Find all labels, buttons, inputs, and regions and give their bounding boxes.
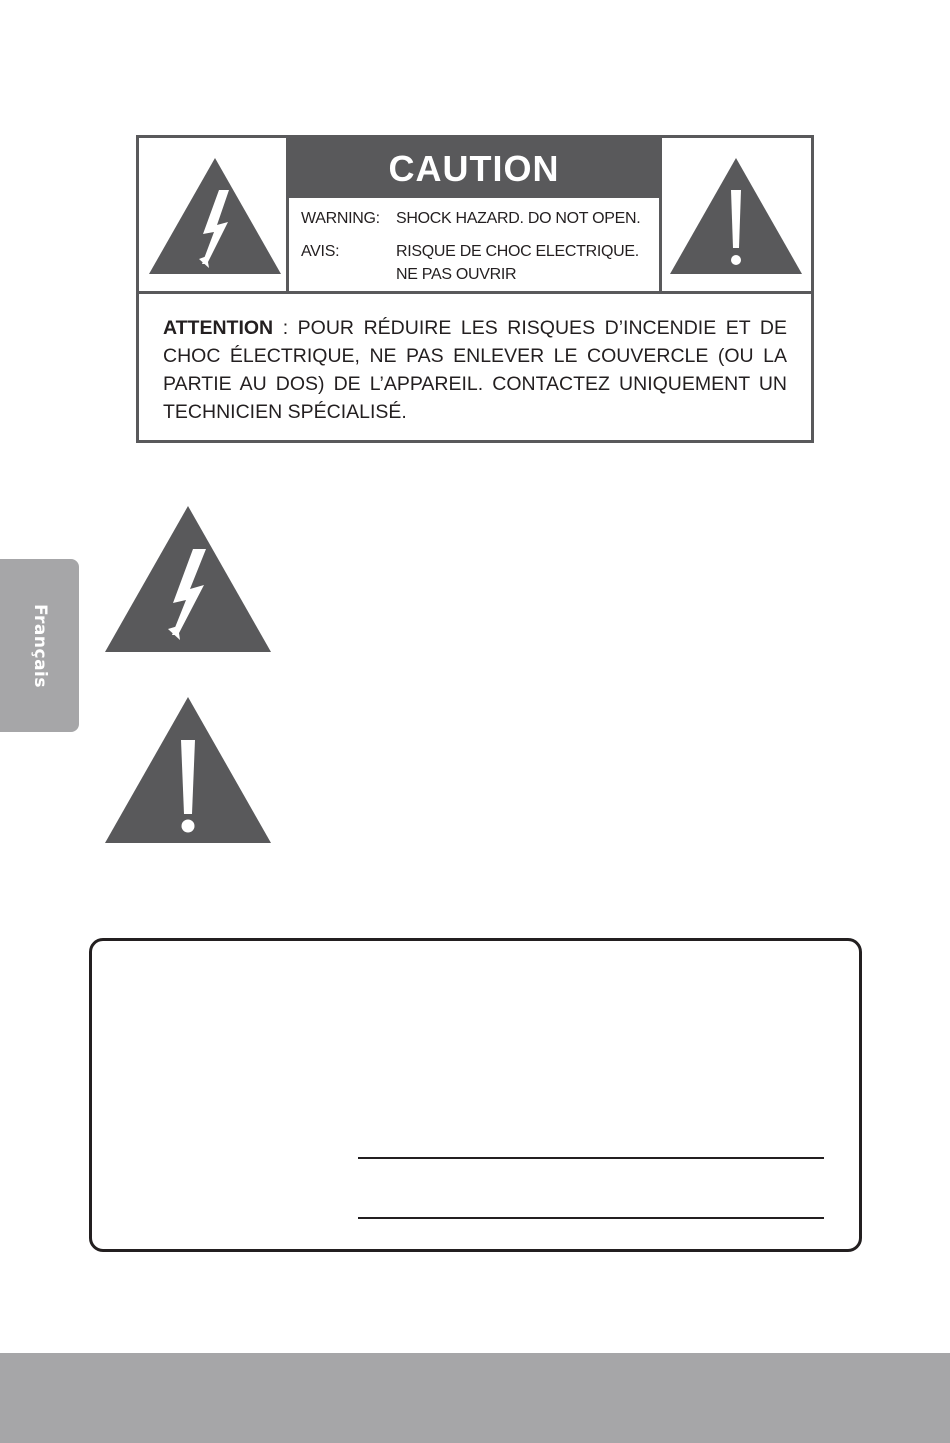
language-side-tab	[0, 559, 79, 732]
avis-text-line2: NE PAS OUVRIR	[396, 266, 517, 283]
record-box	[89, 938, 862, 1252]
footer-bar	[0, 1353, 950, 1443]
avis-text-line1: RISQUE DE CHOC ELECTRIQUE.	[396, 243, 639, 260]
write-in-line-1	[358, 1157, 824, 1159]
lightning-triangle-icon	[103, 505, 273, 653]
attention-paragraph	[163, 314, 787, 426]
caution-right-panel	[659, 138, 811, 291]
attention-label: ATTENTION	[163, 317, 274, 339]
caution-left-panel	[139, 138, 289, 291]
lightning-triangle-icon	[147, 156, 283, 276]
warning-label: WARNING:	[301, 210, 380, 227]
caution-middle-panel	[289, 138, 659, 291]
exclamation-triangle-icon	[668, 156, 804, 276]
avis-label: AVIS:	[301, 243, 340, 260]
attention-text: : POUR RÉDUIRE LES RISQUES D’INCENDIE ET DE CHOC ÉLECTRIQUE, NE PAS ENLEVER LE COUVERCLE (OU LA PARTIE AU DOS) DE L’APPAREIL. CONTACTEZ UNIQUEMENT UN TECHNICIEN SPÉCIALISÉ.	[163, 317, 787, 423]
exclamation-triangle-icon	[103, 696, 273, 844]
caution-label	[136, 135, 814, 443]
language-tab-label: Français	[29, 603, 50, 688]
caution-bottom-panel	[139, 291, 811, 440]
warning-text: SHOCK HAZARD. DO NOT OPEN.	[396, 210, 641, 227]
caution-title: CAUTION	[289, 138, 659, 198]
write-in-line-2	[358, 1217, 824, 1219]
